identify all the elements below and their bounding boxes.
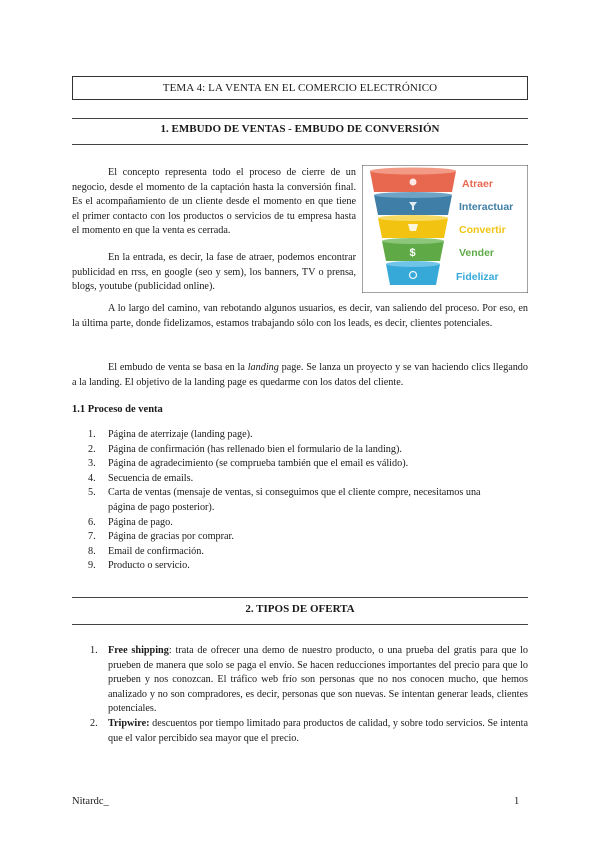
paragraph-2: En la entrada, es decir, la fase de atraer, podemos encontrar publicidad en rrss, en google (seo y sem), los banners, TV o prensa, blogs, youtube (publicidad online). — [72, 252, 356, 293]
offer-types-list — [72, 644, 528, 746]
funnel-label-interactuar: Interactuar — [459, 201, 514, 213]
list-item: 5. Carta de ventas (mensaje de ventas, si conseguimos que el cliente compre, necesitamos una página de pago posterior). — [88, 487, 481, 513]
offer-term: Tripwire: — [108, 717, 150, 729]
subsection-title: 1.1 Proceso de venta — [72, 404, 163, 415]
sales-funnel-diagram — [362, 165, 528, 293]
paragraph-3: A lo largo del camino, van rebotando algunos usuarios, es decir, van saliendo del proceso. Por eso, en la última parte, donde fidelizamos, estamos trabajando sólo con los leads, es decir, clientes potenciales. — [72, 303, 528, 329]
funnel-label-vender: Vender — [459, 247, 495, 259]
section-1-title: 1. EMBUDO DE VENTAS - EMBUDO DE CONVERSIÓN — [160, 123, 440, 135]
funnel-label-convertir: Convertir — [459, 224, 506, 236]
list-item: 4. Secuencia de emails. — [88, 472, 194, 484]
list-item: 2. Página de confirmación (has rellenado bien el formulario de la landing). — [88, 443, 402, 455]
list-item: 1. Free shipping: trata de ofrecer una demo de nuestro producto, o una prueba del gratis para que lo prueben de manera que solo se paga el envío. Se hacen reducciones importantes del precio para que lo prueben y nos conozcan. El tráfico web frío son personas que no nos conocen mucho, que hemos analizado y no son compradores, es decir, personas que son nuevas. Se intentan generar leads, clientes potenciales. — [90, 645, 528, 715]
offer-term: Free shipping — [108, 645, 169, 656]
funnel-label-atraer: Atraer — [462, 178, 493, 190]
list-item: 7. Página de gracias por comprar. — [88, 531, 234, 543]
section-2-title: 2. TIPOS DE OFERTA — [245, 603, 355, 615]
divider — [72, 624, 528, 625]
paragraph-1: El concepto representa todo el proceso de cierre de un negocio, desde el momento de la captación hasta la conversión final. Es el acompañamiento de un cliente desde el momento en que tiene el primer contacto con los productos o servicios de tu empresa hasta el momento en que la venta es cerrada. — [72, 167, 356, 237]
list-item: 9. Producto o servicio. — [88, 560, 190, 572]
dollar-icon: $ — [409, 247, 416, 259]
footer-author: Nitardc_ — [72, 796, 109, 807]
list-item: 1. Página de aterrizaje (landing page). — [88, 429, 253, 440]
list-item: 6. Página de pago. — [88, 516, 173, 528]
list-item: 3. Página de agradecimiento (se comprueba también que el email es válido). — [88, 458, 409, 470]
funnel-label-fidelizar: Fidelizar — [456, 271, 499, 283]
funnel-stage-fidelizar — [386, 261, 499, 285]
funnel-stage-vender — [382, 238, 494, 261]
funnel-stage-convertir — [378, 215, 506, 238]
divider — [72, 118, 528, 119]
list-item: 2. Tripwire: descuentos por tiempo limitado para productos de calidad, y sobre todo servicios. Se intenta que el valor percibido sea mayor que el precio. — [90, 717, 528, 744]
funnel-stage-interactuar — [374, 192, 513, 215]
divider — [72, 597, 528, 598]
divider — [72, 144, 528, 145]
page-number: 1 — [514, 796, 520, 807]
funnel-stage-atraer — [370, 168, 493, 193]
sales-process-list — [72, 428, 512, 574]
landing-emphasis: landing — [247, 362, 279, 373]
magnet-icon — [410, 179, 417, 186]
topic-header: TEMA 4: LA VENTA EN EL COMERCIO ELECTRÓNICO — [72, 76, 528, 100]
paragraph-4: El embudo de venta se basa en la landing page. Se lanza un proyecto y se van haciendo clics llegando a la landing. El objetivo de la landing page es quedarme con los datos del cliente. — [72, 362, 528, 388]
list-item: 8. Email de confirmación. — [88, 545, 204, 557]
